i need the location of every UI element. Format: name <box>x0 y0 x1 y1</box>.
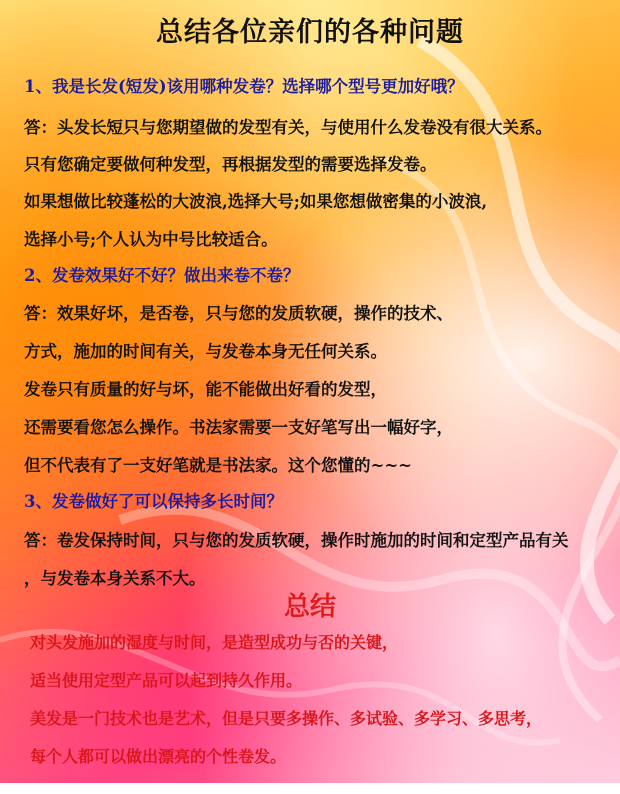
answer-3-line-2: ，与发卷本身关系不大。 <box>24 569 206 588</box>
page-title: 总结各位亲们的各种问题 <box>156 17 464 48</box>
answer-2-line-4: 还需要看您怎么操作。书法家需要一支好笔写出一幅好字， <box>24 418 453 437</box>
summary-title: 总结 <box>283 592 336 622</box>
question-3: 3、发卷做好了可以保持多长时间？ <box>24 492 283 511</box>
answer-1-line-3: 如果想做比较蓬松的大波浪,选择大号;如果您想做密集的小波浪, <box>24 192 488 211</box>
answer-3-line-1: 答：卷发保持时间，只与您的发质软硬，操作时施加的时间和定型产品有关 <box>24 531 569 550</box>
bottom-border <box>0 783 620 794</box>
answer-2-line-1: 答：效果好坏，是否卷，只与您的发质软硬，操作的技术、 <box>24 304 453 323</box>
answer-1-line-1: 答：头发长短只与您期望做的发型有关，与使用什么发卷没有很大关系。 <box>24 118 552 137</box>
answer-1-line-2: 只有您确定要做何种发型，再根据发型的需要选择发卷。 <box>24 155 437 174</box>
summary-line-3: 美发是一门技术也是艺术，但是只要多操作、多试验、多学习、多思考， <box>30 709 543 728</box>
summary-line-2: 适当使用定型产品可以起到持久作用。 <box>30 671 303 690</box>
question-1: 1、我是长发(短发)该用哪种发卷？选择哪个型号更加好哦？ <box>24 77 464 96</box>
answer-2-line-2: 方式，施加的时间有关，与发卷本身无任何关系。 <box>24 342 387 361</box>
answer-1-line-4: 选择小号;个人认为中号比较适合。 <box>24 230 278 249</box>
summary-line-1: 对头发施加的湿度与时间，是造型成功与否的关键， <box>30 633 399 652</box>
answer-2-line-3: 发卷只有质量的好与坏，能不能做出好看的发型， <box>24 380 387 399</box>
question-2: 2、发卷效果好不好？做出来卷不卷？ <box>24 266 300 285</box>
answer-2-line-5: 但不代表有了一支好笔就是书法家。这个您懂的~~~ <box>24 456 412 475</box>
summary-line-4: 每个人都可以做出漂亮的个性卷发。 <box>30 747 287 766</box>
